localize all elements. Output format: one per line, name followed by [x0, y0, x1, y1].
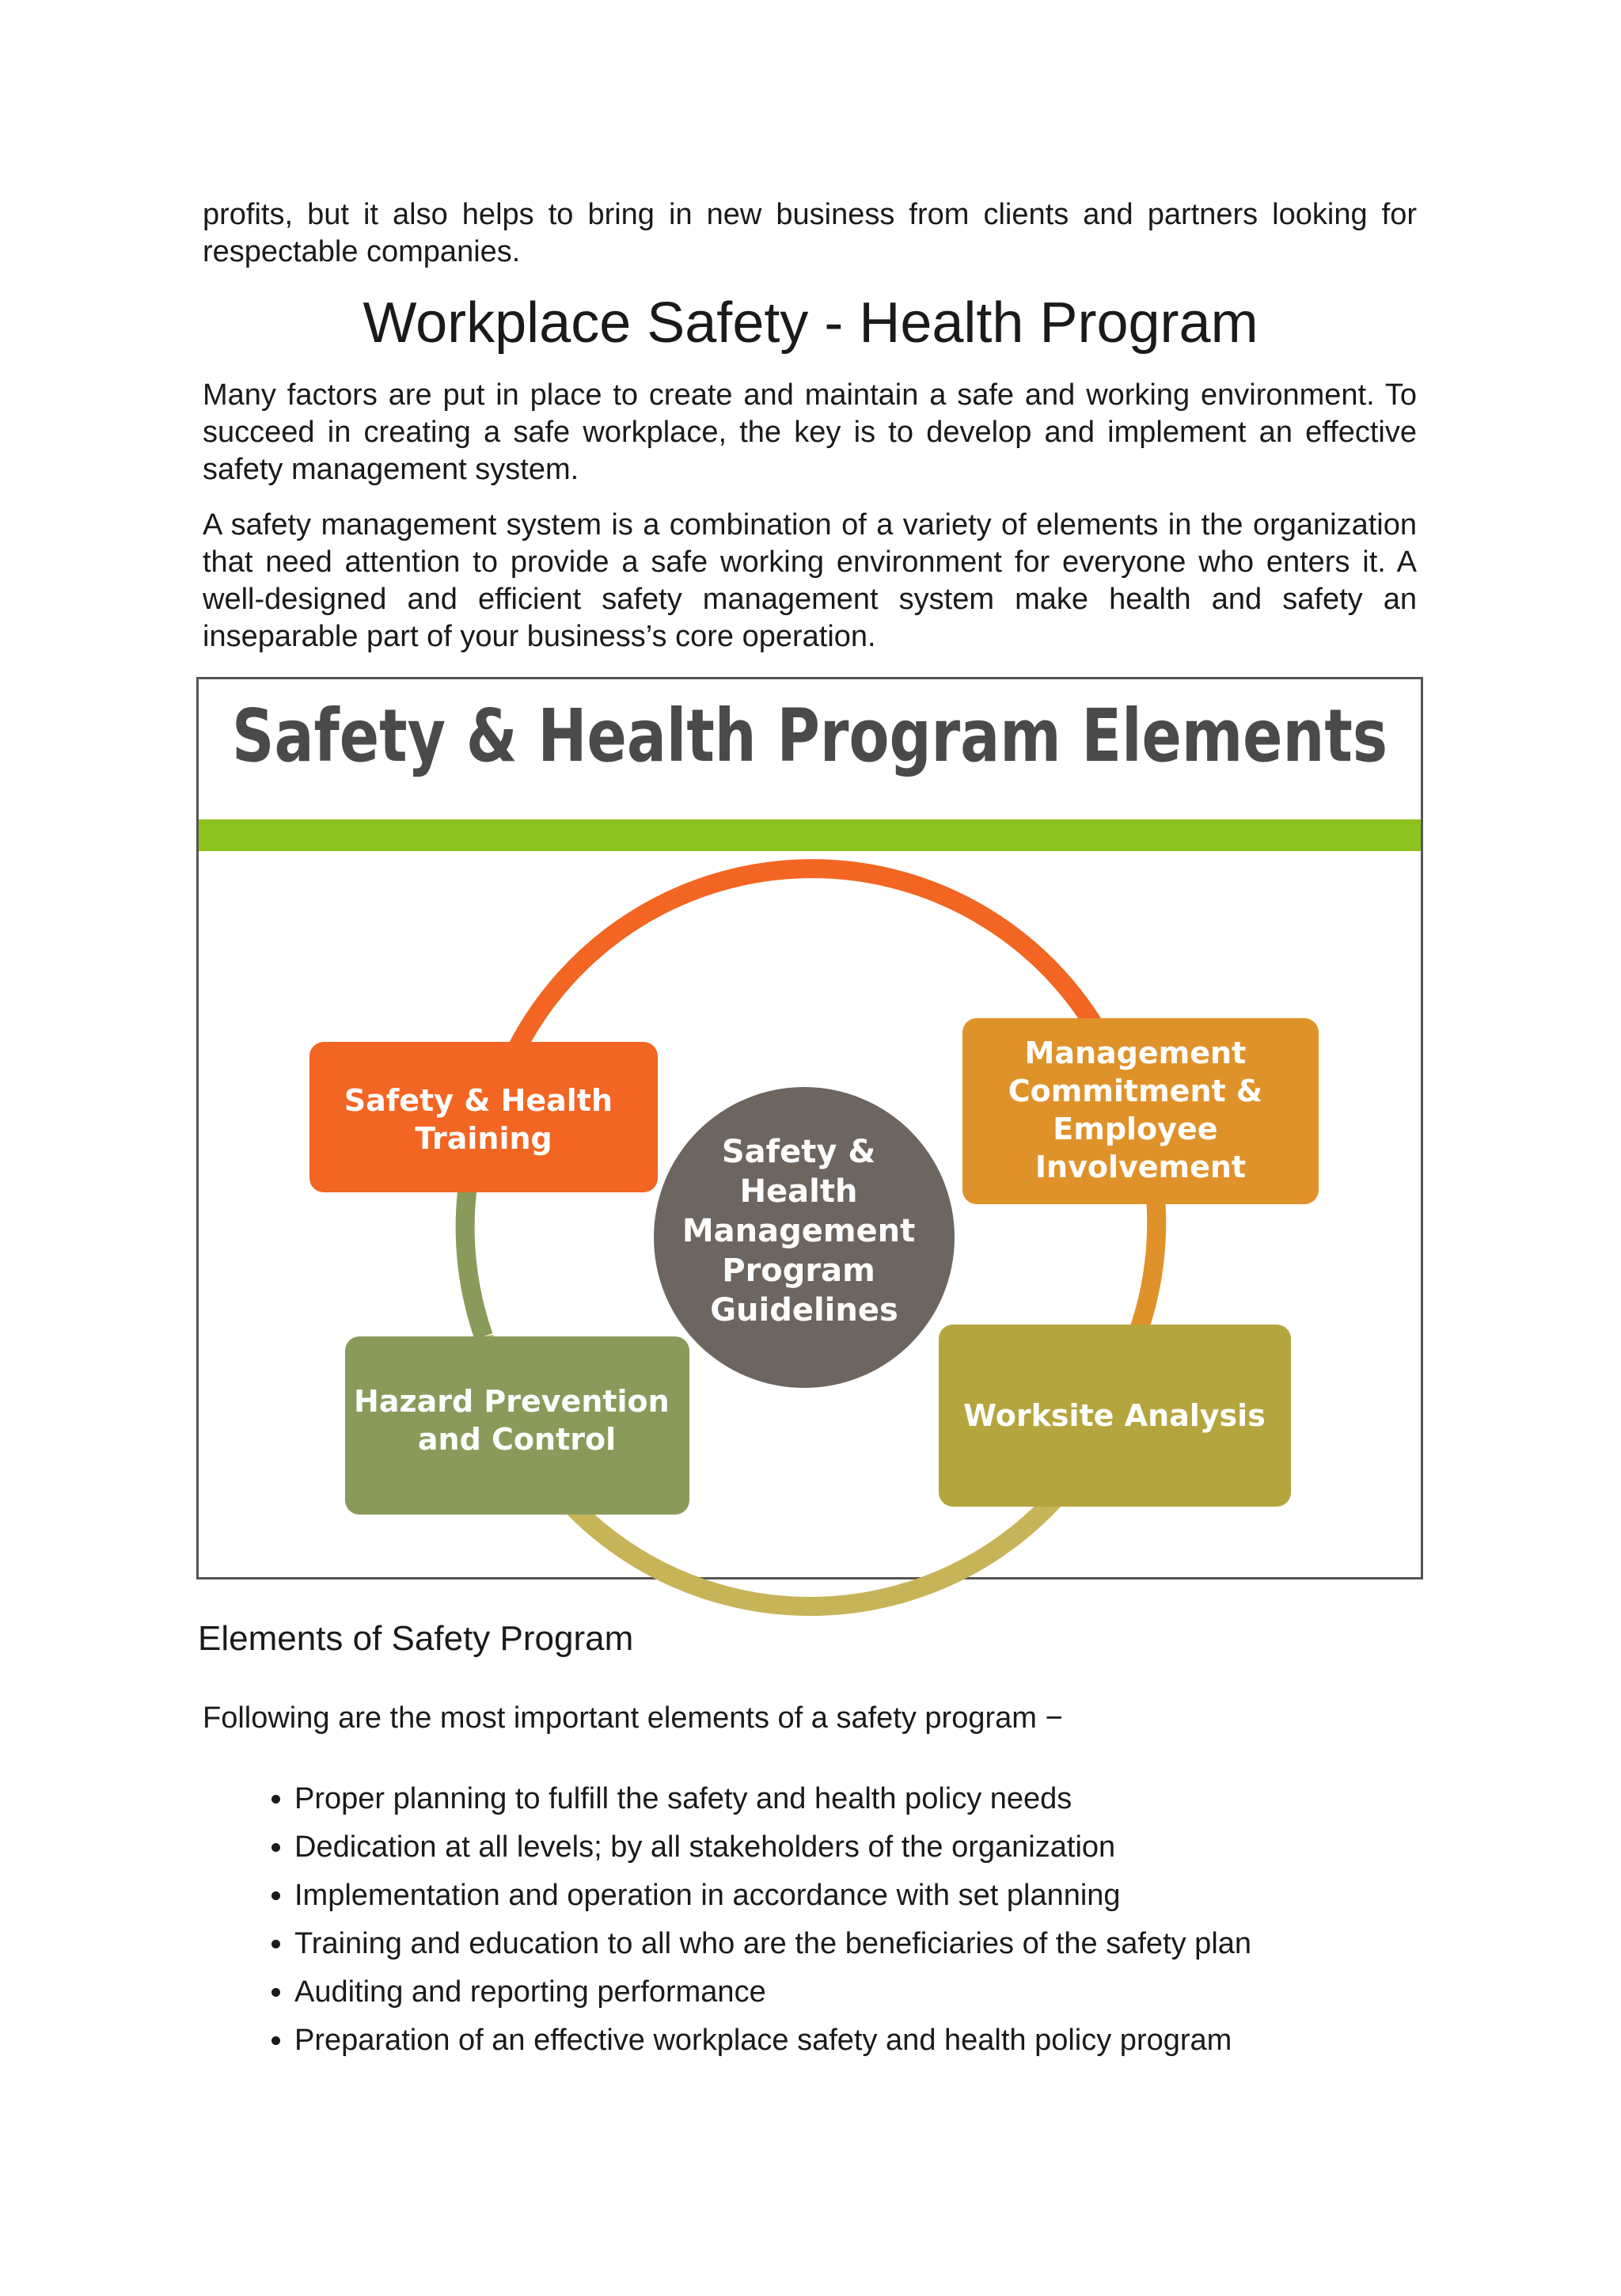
training-box [309, 1042, 658, 1192]
page-title: Workplace Safety - Health Program [363, 291, 1258, 355]
worksite-label: Worksite Analysis [963, 1398, 1266, 1433]
center-label: Management [681, 1213, 916, 1249]
list-item: • Proper planning to fulfill the safety and health policy needs [294, 1775, 1561, 1823]
list-item: • Dedication at all levels; by all stakeholders of the organization [294, 1823, 1561, 1872]
intro-paragraph: profits, but it also helps to bring in new business from clients and partners looking for respectable companies. [203, 198, 1417, 268]
list-item: • Preparation of an effective workplace safety and health policy program [294, 2017, 1561, 2065]
hazard-label: and Control [417, 1422, 617, 1457]
management-label: Management [1024, 1036, 1247, 1070]
section-heading: Elements of Safety Program [198, 1619, 634, 1658]
body-paragraph: A safety management system is a combination of a variety of elements in the organization that need attention to provide a safe working environment for everyone who enters it. A well-designed and efficient safety management system make health and safety an inseparable part of your business’s core operation. [203, 508, 1417, 653]
management-label: Commitment & [1008, 1074, 1263, 1108]
management-box [962, 1018, 1319, 1204]
center-label: Guidelines [710, 1292, 898, 1329]
worksite-box [939, 1325, 1291, 1507]
training-label: Safety & Health [344, 1083, 613, 1118]
program-elements-figure [196, 677, 1423, 1579]
management-label: Involvement [1034, 1150, 1247, 1184]
center-label: Health [739, 1173, 858, 1210]
training-label: Training [415, 1121, 552, 1156]
body-paragraph: Many factors are put in place to create and maintain a safe and working environment. To succeed in creating a safe workplace, the key is to develop and implement an effective safety management system. [203, 378, 1417, 486]
hazard-label: Hazard Prevention [354, 1384, 670, 1419]
center-guidelines-circle [654, 1087, 955, 1388]
section-intro: Following are the most important elements of a safety program − [203, 1701, 1063, 1735]
hazard-box [345, 1336, 689, 1515]
green-divider [199, 819, 1421, 851]
list-item: • Auditing and reporting performance [294, 1968, 1561, 2017]
elements-list [230, 1775, 1561, 2065]
center-label: Safety & [721, 1134, 876, 1170]
center-label: Program [722, 1253, 875, 1289]
figure-title: Safety & Health Program Elements [232, 694, 1388, 778]
list-item: • Training and education to all who are the beneficiaries of the safety plan [294, 1920, 1561, 1968]
management-label: Employee [1053, 1112, 1218, 1146]
list-item: • Implementation and operation in accordance with set planning [294, 1872, 1561, 1920]
